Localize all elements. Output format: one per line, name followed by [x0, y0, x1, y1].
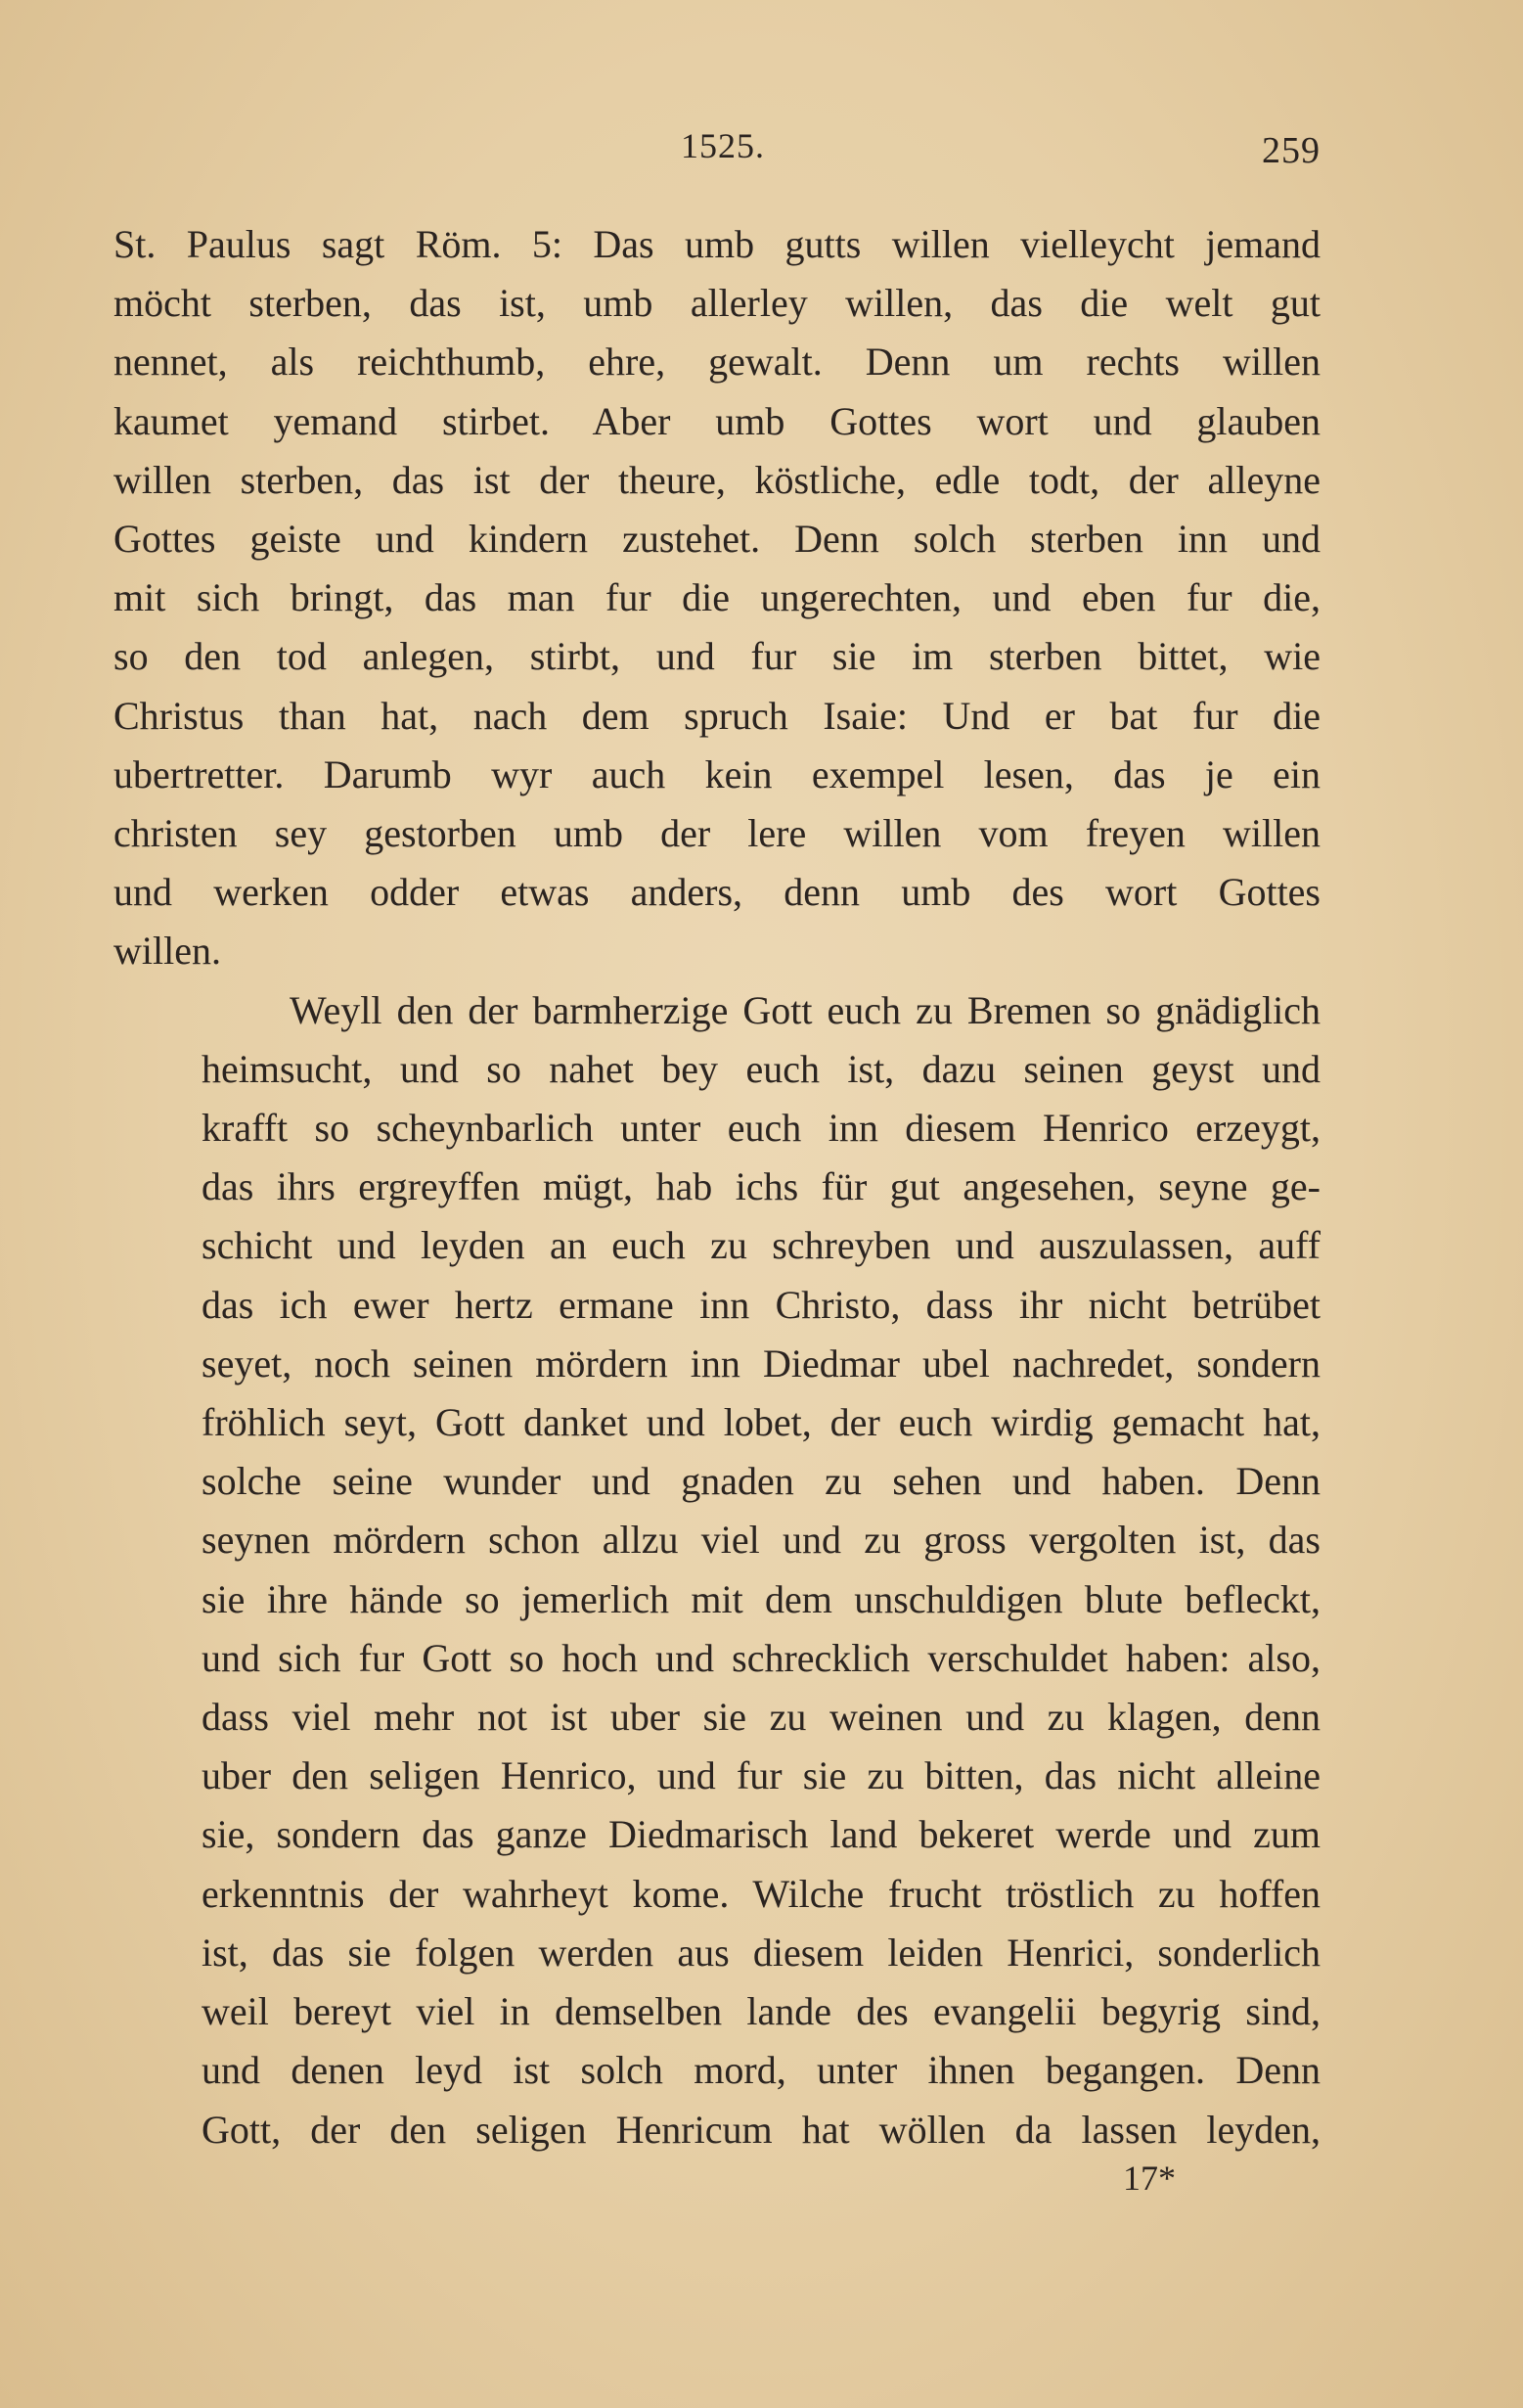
text-line: krafft so scheynbarlich unter euch inn diesem Henrico erzeygt,	[202, 1106, 1321, 1151]
text-line: so den tod anlegen, stirbt, und fur sie im sterben bittet, wie	[113, 634, 1321, 679]
text-line: ist, das sie folgen werden aus diesem leiden Henrici, sonderlich	[202, 1930, 1321, 1975]
text-line: willen sterben, das ist der theure, köstliche, edle todt, der alleyne	[113, 457, 1321, 502]
text-line: Christus than hat, nach dem spruch Isaie: Und er bat fur die	[113, 693, 1321, 738]
page-number: 259	[1262, 130, 1321, 171]
text-line: nennet, als reichthumb, ehre, gewalt. Denn um rechts willen	[113, 340, 1321, 385]
paragraph	[113, 215, 1321, 981]
text-line: weil bereyt viel in demselben lande des evangelii begyrig sind,	[202, 1989, 1321, 2034]
text-line: uber den seligen Henrico, und fur sie zu bitten, das nicht alleine	[202, 1753, 1321, 1798]
text-line: Gottes geiste und kindern zustehet. Denn solch sterben inn und	[113, 517, 1321, 562]
text-line: fröhlich seyt, Gott danket und lobet, der euch wirdig gemacht hat,	[202, 1400, 1321, 1445]
text-line: willen.	[113, 929, 221, 974]
header-year: 1525.	[681, 126, 765, 165]
text-line: sie, sondern das ganze Diedmarisch land bekeret werde und zum	[202, 1812, 1321, 1857]
text-line: erkenntnis der wahrheyt kome. Wilche frucht tröstlich zu hoffen	[202, 1871, 1321, 1916]
text-line: heimsucht, und so nahet bey euch ist, dazu seinen geyst und	[202, 1046, 1321, 1091]
running-header	[113, 125, 1321, 174]
signature-mark: 17*	[1123, 2158, 1176, 2198]
text-line: kaumet yemand stirbet. Aber umb Gottes wort und glauben	[113, 398, 1321, 443]
text-line: mit sich bringt, das man fur die ungerechten, und eben fur die,	[113, 575, 1321, 620]
text-line: und werken odder etwas anders, denn umb des wort Gottes	[113, 870, 1321, 915]
text-line: ubertretter. Darumb wyr auch kein exempel lesen, das je ein	[113, 751, 1321, 796]
text-line: sie ihre hände so jemerlich mit dem unschuldigen blute befleckt,	[202, 1576, 1321, 1621]
text-line: schicht und leyden an euch zu schreyben und auszulassen, auff	[202, 1223, 1321, 1268]
text-line: und denen leyd ist solch mord, unter ihnen begangen. Denn	[202, 2048, 1321, 2093]
body-text	[113, 215, 1321, 2159]
text-line: möcht sterben, das ist, umb allerley willen, das die welt gut	[113, 281, 1321, 326]
text-line: das ich ewer hertz ermane inn Christo, dass ihr nicht betrübet	[202, 1282, 1321, 1327]
text-line: seyet, noch seinen mördern inn Diedmar ubel nachredet, sondern	[202, 1340, 1321, 1386]
text-line: solche seine wunder und gnaden zu sehen und haben. Denn	[202, 1459, 1321, 1504]
text-line: Weyll den der barmherzige Gott euch zu Bremen so gnädiglich	[290, 987, 1321, 1032]
text-line: das ihrs ergreyffen mügt, hab ichs für gut angesehen, seyne ge-	[202, 1164, 1321, 1209]
text-line: und sich fur Gott so hoch und schrecklich verschuldet haben: also,	[202, 1635, 1321, 1680]
text-line: dass viel mehr not ist uber sie zu weinen und zu klagen, denn	[202, 1695, 1321, 1740]
text-line: seynen mördern schon allzu viel und zu gross vergolten ist, das	[202, 1518, 1321, 1563]
text-line: christen sey gestorben umb der lere willen vom freyen willen	[113, 811, 1321, 856]
paragraph	[113, 981, 1321, 2159]
text-line: St. Paulus sagt Röm. 5: Das umb gutts willen vielleycht jemand	[113, 222, 1321, 266]
text-line: Gott, der den seligen Henricum hat wöllen da lassen leyden,	[202, 2107, 1321, 2152]
